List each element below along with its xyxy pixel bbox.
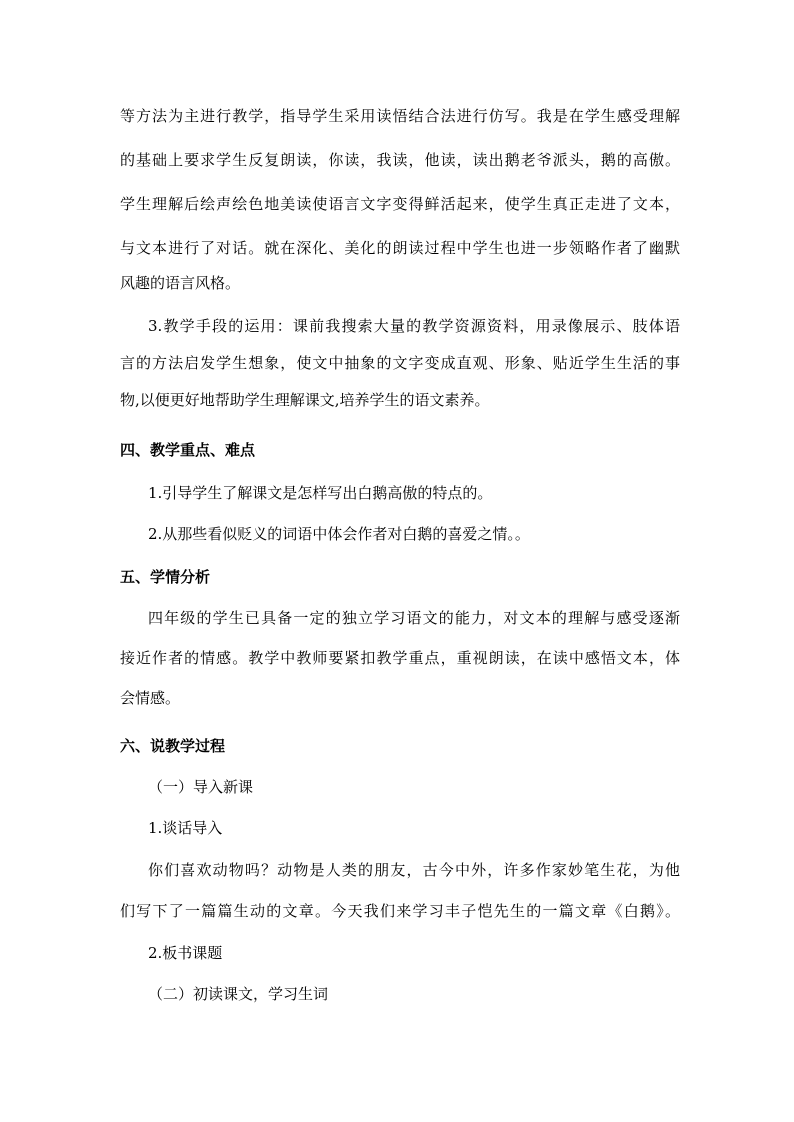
paragraph-line: 等方法为主进行教学，指导学生采用读悟结合法进行仿写。我是在学生感受理解	[120, 107, 680, 125]
paragraph-line: 接近作者的情感。教学中教师要紧扣教学重点，重视朗读，在读中感悟文本，体	[120, 649, 680, 667]
paragraph-line: 学生理解后绘声绘色地美读使语言文字变得鲜活起来，使学生真正走进了文本，	[120, 195, 680, 213]
list-item: 2.从那些看似贬义的词语中体会作者对白鹅的喜爱之情。。	[148, 525, 530, 543]
section-heading: 四、教学重点、难点	[120, 441, 256, 459]
paragraph-line: 会情感。	[120, 689, 181, 707]
section-heading: 五、学情分析	[120, 568, 211, 586]
paragraph-line: 3.教学手段的运用：课前我搜索大量的教学资源资料，用录像展示、肢体语	[148, 317, 680, 335]
list-item: 1.谈话导入	[148, 819, 223, 837]
paragraph-line: 与文本进行了对话。就在深化、美化的朗读过程中学生也进一步领略作者了幽默	[120, 239, 680, 257]
section-heading: 六、说教学过程	[120, 737, 226, 755]
paragraph-line: 四年级的学生已具备一定的独立学习语文的能力，对文本的理解与感受逐渐	[148, 609, 680, 627]
paragraph-line: 你们喜欢动物吗？动物是人类的朋友，古今中外，许多作家妙笔生花，为他	[148, 861, 680, 879]
list-item: 2.板书课题	[148, 944, 223, 962]
paragraph-line: 们写下了一篇篇生动的文章。今天我们来学习丰子恺先生的一篇文章《白鹅》。	[120, 902, 680, 920]
subsection-heading: （一）导入新课	[148, 778, 254, 796]
paragraph-line: 的基础上要求学生反复朗读，你读，我读，他读，读出鹅老爷派头，鹅的高傲。	[120, 151, 680, 169]
paragraph-line: 物,以便更好地帮助学生理解课文,培养学生的语文素养。	[120, 391, 490, 409]
paragraph-line: 言的方法启发学生想象，使文中抽象的文字变成直观、形象、贴近学生生活的事	[120, 354, 680, 372]
list-item: 1.引导学生了解课文是怎样写出白鹅高傲的特点的。	[148, 484, 493, 502]
subsection-heading: （二）初读课文，学习生词	[148, 985, 329, 1003]
paragraph-line: 风趣的语言风格。	[120, 274, 241, 292]
